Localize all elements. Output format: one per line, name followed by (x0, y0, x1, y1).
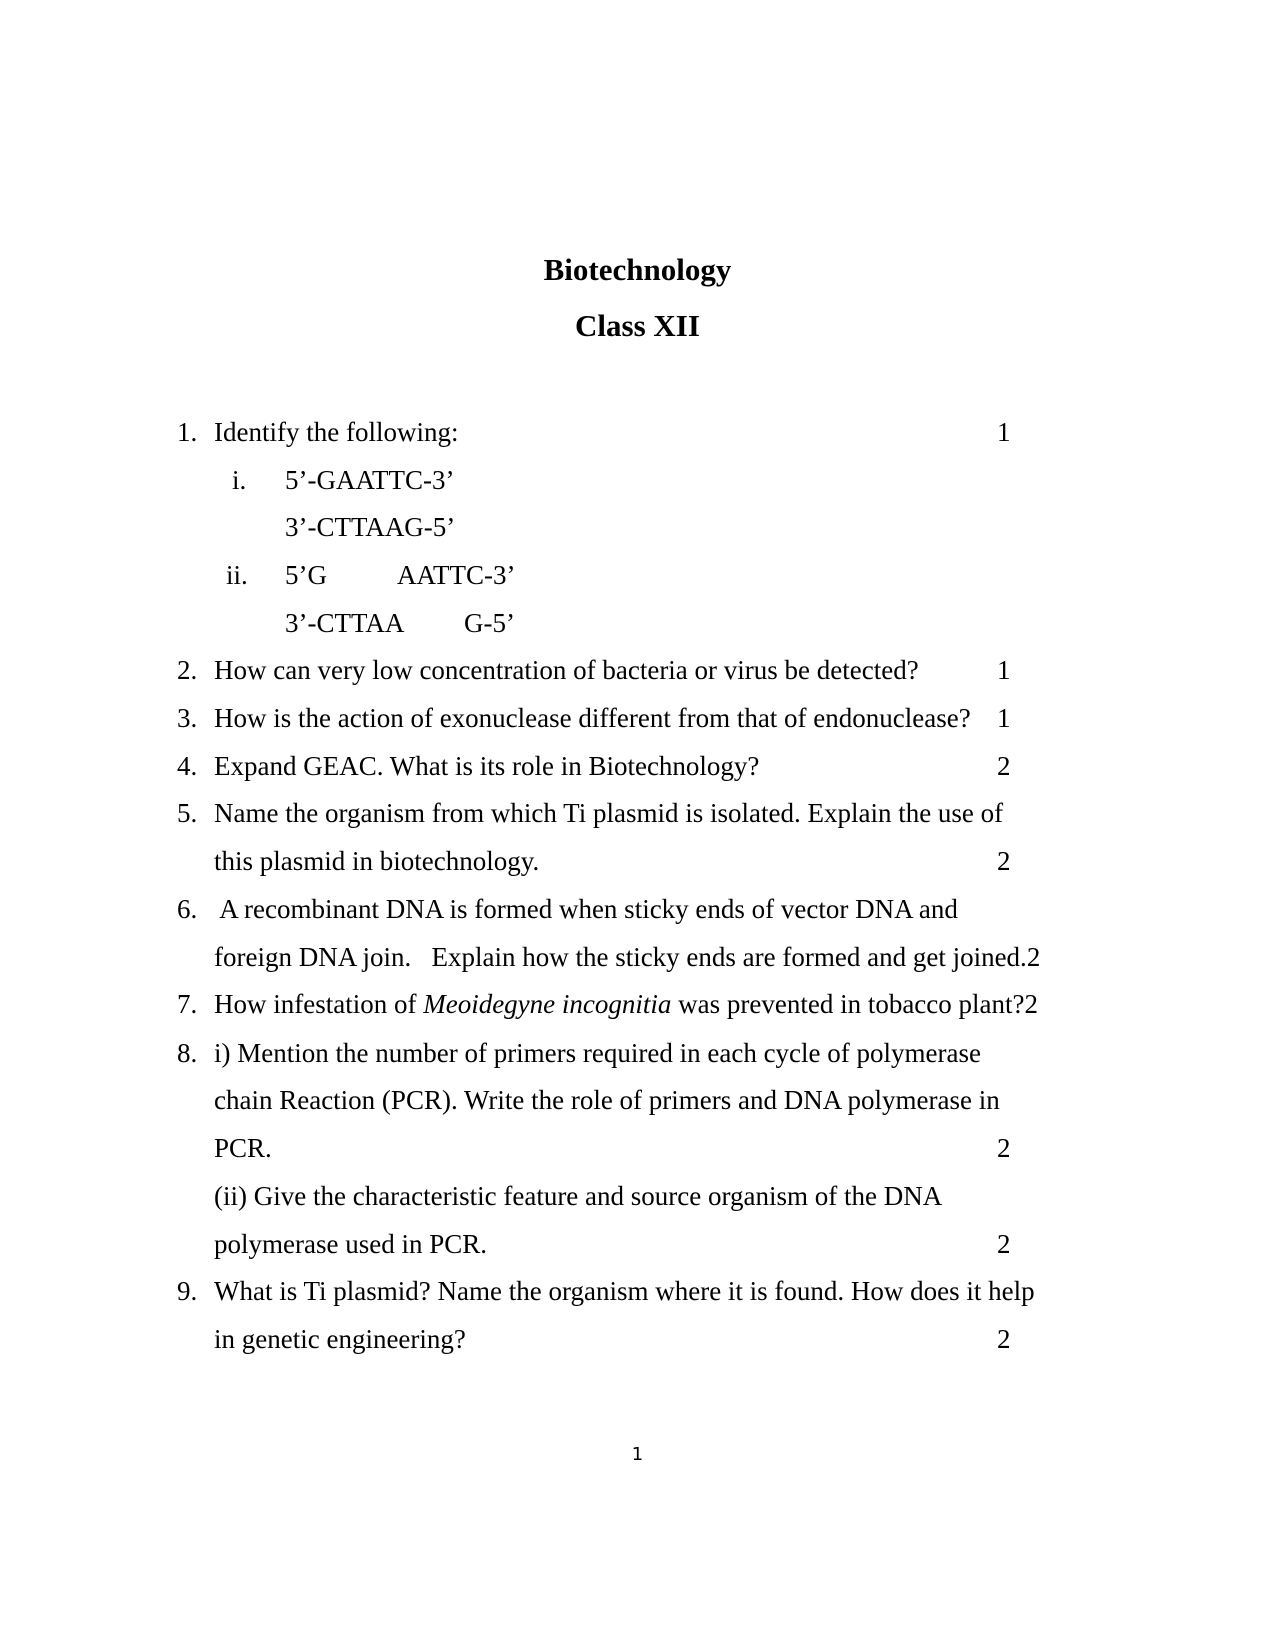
page-number: 1 (631, 1444, 644, 1465)
question-marks: 2 (997, 1324, 1011, 1354)
question-text: A recombinant DNA is formed when sticky ends of vector DNA and (214, 894, 958, 924)
question-text: Expand GEAC. What is its role in Biotechnology? (214, 751, 760, 781)
dna-sequence: AATTC-3’ (397, 560, 516, 590)
dna-sequence: 3’-CTTAA (285, 608, 405, 638)
question-number: 6. (177, 894, 198, 924)
dna-sequence: 3’-CTTAAG-5’ (285, 512, 456, 542)
question-text: i) Mention the number of primers required in each cycle of polymerase (214, 1038, 981, 1068)
dna-sequence: G-5’ (464, 608, 515, 638)
question-text: Identify the following: (214, 417, 459, 447)
question-text: (ii) Give the characteristic feature and source organism of the DNA (214, 1181, 943, 1211)
question-number: 7. (177, 989, 198, 1019)
question-number: 9. (177, 1276, 198, 1306)
question-marks: 2 (1026, 942, 1041, 972)
question-marks: 2 (997, 751, 1011, 781)
question-marks: 1 (997, 655, 1011, 685)
question-marks: 1 (997, 703, 1011, 733)
question-text: How can very low concentration of bacteria or virus be detected? (214, 655, 919, 685)
question-number: 4. (177, 751, 198, 781)
question-number: 3. (177, 703, 198, 733)
question-text: Name the organism from which Ti plasmid is isolated. Explain the use of (214, 798, 1004, 828)
question-marks: 1 (997, 417, 1011, 447)
question-marks: 2 (997, 846, 1011, 876)
document-title: Biotechnology (543, 252, 732, 287)
question-number: 1. (177, 417, 198, 447)
question-text: foreign DNA join. Explain how the sticky ends are formed and get joined.2 (214, 942, 1041, 972)
question-text: polymerase used in PCR. (214, 1229, 487, 1259)
question-number: 2. (177, 655, 198, 685)
species-name: Meoidegyne incognitia (423, 989, 672, 1019)
question-marks: 2 (1024, 989, 1038, 1019)
question-number: 8. (177, 1038, 198, 1068)
dna-sequence: 5’G (285, 560, 327, 590)
document-subtitle: Class XII (575, 308, 700, 343)
question-text: chain Reaction (PCR). Write the role of primers and DNA polymerase in (214, 1085, 1000, 1115)
question-text: How infestation of Meoidegyne incognitia was prevented in tobacco plant?2 (214, 989, 1038, 1019)
question-text: PCR. (214, 1133, 272, 1163)
question-text: in genetic engineering? (214, 1324, 466, 1354)
question-number: 5. (177, 798, 198, 828)
sub-item-label: i. (232, 465, 247, 495)
question-text: What is Ti plasmid? Name the organism where it is found. How does it help (214, 1276, 1035, 1306)
question-text: this plasmid in biotechnology. (214, 846, 540, 876)
sub-item-label: ii. (226, 560, 248, 590)
question-text: How is the action of exonuclease different from that of endonuclease? (214, 703, 971, 733)
question-marks: 2 (997, 1133, 1011, 1163)
question-marks: 2 (997, 1229, 1011, 1259)
dna-sequence: 5’-GAATTC-3’ (285, 465, 455, 495)
